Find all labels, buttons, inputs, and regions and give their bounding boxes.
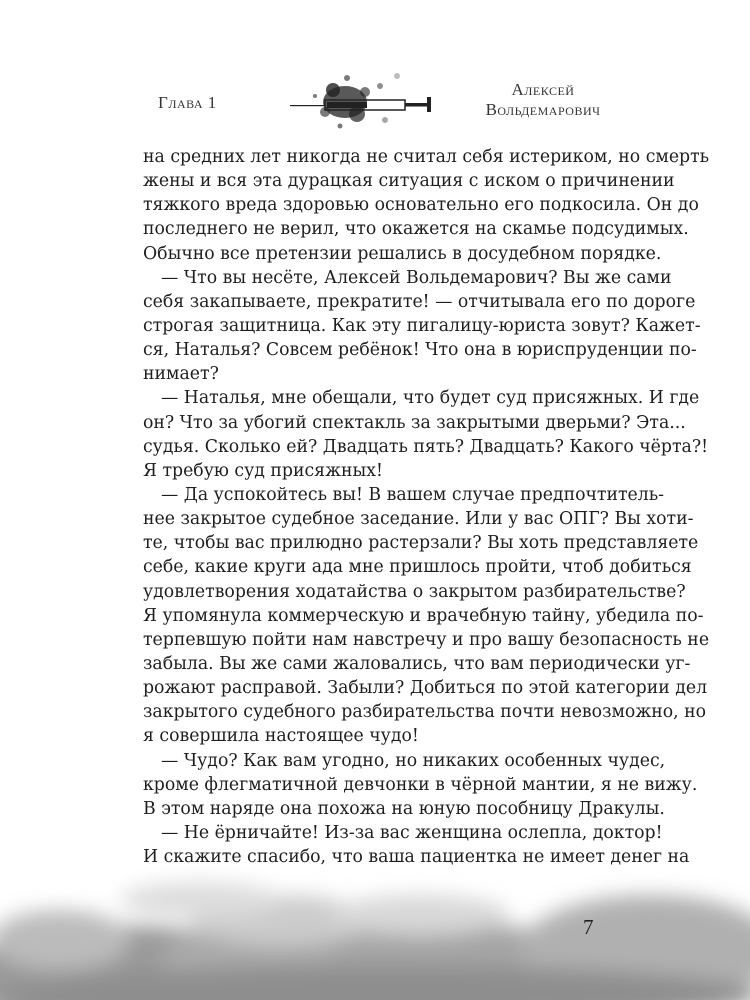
text-line: жены и вся эта дурацкая ситуация с иском о причинении bbox=[143, 171, 675, 192]
text-line: Я требую суд присяжных! bbox=[143, 460, 383, 481]
text-line: тяжкого вреда здоровью основательно его подкосила. Он до bbox=[143, 195, 699, 216]
text-line: удовлетворения ходатайства о закрытом разбирательстве? bbox=[143, 581, 686, 602]
text-line: те, чтобы вас прилюдно растерзали? Вы хоть представляете bbox=[143, 533, 699, 554]
running-header-chapter: Глава 1 bbox=[158, 93, 217, 112]
text-line: нее закрытое судебное заседание. Или у вас ОПГ? Вы хоти- bbox=[143, 509, 694, 530]
body-text bbox=[143, 145, 710, 869]
text-line: И скажите спасибо, что ваша пациентка не имеет денег на bbox=[143, 847, 690, 868]
text-line: себе, какие круги ада мне пришлось пройти, чтоб добиться bbox=[143, 557, 692, 578]
text-line: Обычно все претензии решались в досудебном порядке. bbox=[143, 243, 662, 264]
text-line: судья. Сколько ей? Двадцать пять? Двадцать? Какого чёрта?! bbox=[143, 436, 709, 457]
page-number: 7 bbox=[583, 915, 594, 939]
text-line: — Да успокойтесь вы! В вашем случае предпочтитель- bbox=[161, 484, 665, 505]
text-line: забыла. Вы же сами жаловались, что вам периодически уг- bbox=[143, 653, 691, 674]
author-first-name: Алексей bbox=[511, 80, 575, 99]
text-line: нимает? bbox=[143, 364, 219, 385]
text-line: я совершила настоящее чудо! bbox=[143, 726, 419, 747]
text-line: он? Что за убогий спектакль за закрытыми дверьми? Эта... bbox=[143, 412, 686, 433]
text-line: строгая защитница. Как эту пигалицу-юриста зовут? Кажет- bbox=[143, 315, 701, 336]
text-line: ся, Наталья? Совсем ребёнок! Что она в юриспруденции по- bbox=[143, 340, 697, 361]
text-line: — Наталья, мне обещали, что будет суд присяжных. И где bbox=[161, 388, 700, 409]
text-line: В этом наряде она похожа на юную пособницу Дракулы. bbox=[143, 798, 665, 819]
author-patronymic: Вольдемарович bbox=[485, 100, 601, 119]
text-line: рожают расправой. Забыли? Добиться по этой категории дел bbox=[143, 678, 708, 699]
smoke-decoration bbox=[0, 840, 750, 1000]
text-line: терпевшую пойти нам навстречу и про вашу безопасность не bbox=[143, 629, 710, 650]
text-line: себя закапываете, прекратите! — отчитывала его по дороге bbox=[143, 291, 696, 312]
text-line: закрытого судебного разбирательства почти невозможно, но bbox=[143, 702, 707, 723]
text-line: — Чудо? Как вам угодно, но никаких особенных чудес, bbox=[161, 750, 666, 771]
syringe-ornament-icon bbox=[285, 62, 455, 142]
text-line: на средних лет никогда не считал себя истериком, но смерть bbox=[143, 147, 710, 167]
text-line: кроме флегматичной девчонки в чёрной мантии, я не вижу. bbox=[143, 774, 698, 795]
text-line: — Что вы несёте, Алексей Вольдемарович? Вы же сами bbox=[161, 267, 672, 288]
text-line: последнего не верил, что окажется на скамье подсудимых. bbox=[143, 219, 689, 240]
text-line: Я упомянула коммерческую и врачебную тайну, убедила по- bbox=[143, 605, 704, 626]
text-line: — Не ёрничайте! Из-за вас женщина ослепла, доктор! bbox=[161, 822, 663, 843]
running-header-author bbox=[468, 80, 618, 120]
